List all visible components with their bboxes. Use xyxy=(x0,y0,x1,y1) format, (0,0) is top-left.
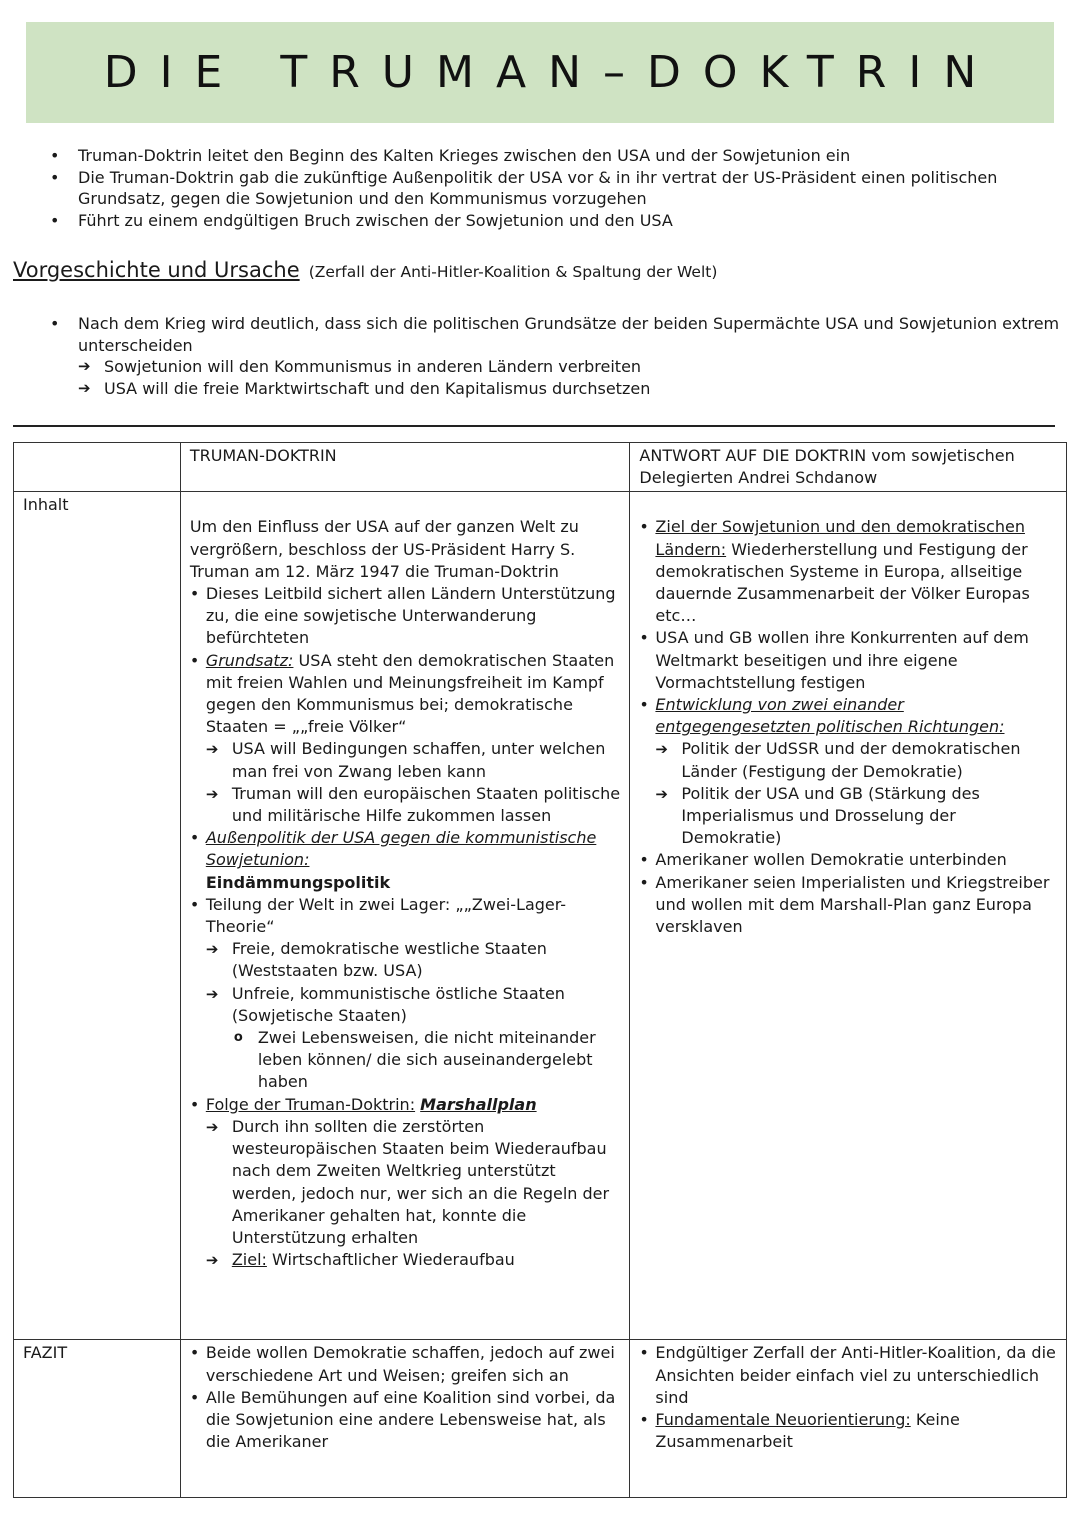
antwort-bullet: • USA und GB wollen ihre Konkurrenten auf dem Weltmarkt beseitigen und ihre eigene Vormachtstellung festigen xyxy=(639,627,1057,694)
arrow-item: ➔ Durch ihn sollten die zerstörten westeuropäischen Staaten beim Wiederaufbau nach dem Zweiten Weltkrieg unterstützt werden, jedoch nur, wer sich an die Regeln der Amerikaner gehalten hat, konnte die Unterstützung erhalten xyxy=(206,1116,621,1249)
header-antwort: ANTWORT AUF DIE DOKTRIN vom sowjetischen Delegierten Andrei Schdanow xyxy=(630,443,1067,492)
fazit-bullet: • Endgültiger Zerfall der Anti-Hitler-Koalition, da die Ansichten beider einfach viel zu unterschiedlich sind xyxy=(639,1342,1057,1409)
arrow-item: ➔ USA will die freie Marktwirtschaft und den Kapitalismus durchsetzen xyxy=(78,378,1068,400)
fazit-bullet: • Beide wollen Demokratie schaffen, jedoch auf zwei verschiedene Art und Weisen; greifen sich an xyxy=(190,1342,621,1386)
intro-list xyxy=(48,145,1068,231)
truman-sublist xyxy=(232,1027,621,1094)
truman-arrows xyxy=(206,1116,621,1271)
sub-item: o Zwei Lebensweisen, die nicht miteinander leben können/ die sich auseinandergelebt haben xyxy=(232,1027,621,1094)
table-header-row xyxy=(14,443,1067,492)
truman-arrows xyxy=(206,938,621,1093)
antwort-bullet: • Amerikaner wollen Demokratie unterbinden xyxy=(639,849,1057,871)
section-subtitle: (Zerfall der Anti-Hitler-Koalition & Spaltung der Welt) xyxy=(308,263,718,281)
intro-item: • Truman-Doktrin leitet den Beginn des Kalten Krieges zwischen den USA und der Sowjetunion ein xyxy=(48,145,1068,167)
background-list xyxy=(48,313,1068,399)
antwort-bullet: • Ziel der Sowjetunion und den demokratischen Ländern: Wiederherstellung und Festigung der demokratischen Systeme in Europa, allseitige dauernde Zusammenarbeit der Völker Europas etc… xyxy=(639,516,1057,627)
antwort-content-cell xyxy=(630,492,1067,1340)
truman-bullet: • Grundsatz: USA steht den demokratischen Staaten mit freien Wahlen und Meinungsfreiheit im Kampf gegen den Kommunismus bei; demokratische Staaten = „„freie Völker“ ➔ USA will Bedingungen schaffen, unter welchen man frei von Zwang leben kann ➔ Truman will den europäischen Staaten politische und militärische Hilfe zukommen lassen xyxy=(190,650,621,828)
antwort-bullet: • Entwicklung von zwei einander entgegengesetzten politischen Richtungen: ➔ Politik der UdSSR und der demokratischen Länder (Festigung der Demokratie) ➔ Politik der USA und GB (Stärkung des Imperialismus und Drosselung der Demokratie) xyxy=(639,694,1057,849)
arrow-item: ➔ Politik der UdSSR und der demokratischen Länder (Festigung der Demokratie) xyxy=(655,738,1057,782)
arrow-item: ➔ Truman will den europäischen Staaten politische und militärische Hilfe zukommen lassen xyxy=(206,783,621,827)
intro-item: • Die Truman-Doktrin gab die zukünftige Außenpolitik der USA vor & in ihr vertrat der US-Präsident einen politischen Grundsatz, gegen die Sowjetunion und den Kommunismus vorzugehen xyxy=(48,167,1068,210)
title-banner xyxy=(26,22,1054,123)
fazit-truman-bullets xyxy=(190,1342,621,1453)
truman-bullet: • Außenpolitik der USA gegen die kommunistische Sowjetunion: Eindämmungspolitik xyxy=(190,827,621,894)
truman-bullet: • Folge der Truman-Doktrin: Marshallplan ➔ Durch ihn sollten die zerstörten westeuropäischen Staaten beim Wiederaufbau nach dem Zweiten Weltkrieg unterstützt werden, jedoch nur, wer sich an die Regeln der Amerikaner gehalten hat, konnte die Unterstützung erhalten ➔ Ziel: Wirtschaftlicher Wiederaufbau xyxy=(190,1094,621,1272)
fazit-bullet: • Fundamentale Neuorientierung: Keine Zusammenarbeit xyxy=(639,1409,1057,1453)
table-row-inhalt xyxy=(14,492,1067,1340)
fazit-truman-cell xyxy=(180,1340,630,1498)
arrow-item: ➔ Unfreie, kommunistische östliche Staaten (Sowjetische Staaten) o Zwei Lebensweisen, die nicht miteinander leben können/ die sich auseinandergelebt haben xyxy=(206,983,621,1094)
truman-arrows xyxy=(206,738,621,827)
background-item xyxy=(48,313,1068,399)
antwort-arrows xyxy=(655,738,1057,849)
antwort-bullet: • Amerikaner seien Imperialisten und Kriegstreiber und wollen mit dem Marshall-Plan ganz Europa versklaven xyxy=(639,872,1057,939)
fazit-antwort-bullets xyxy=(639,1342,1057,1453)
comparison-table xyxy=(13,442,1067,1498)
truman-intro: Um den Einfluss der USA auf der ganzen Welt zu vergrößern, beschloss der US-Präsident Harry S. Truman am 12. März 1947 die Truman-Doktrin xyxy=(189,517,579,581)
header-empty-cell xyxy=(14,443,181,492)
horizontal-rule xyxy=(13,425,1055,427)
row-label-inhalt: Inhalt xyxy=(14,492,181,1340)
arrow-item: ➔ Sowjetunion will den Kommunismus in anderen Ländern verbreiten xyxy=(78,356,1068,378)
background-arrows xyxy=(78,356,1068,399)
fazit-bullet: • Alle Bemühungen auf eine Koalition sind vorbei, da die Sowjetunion eine andere Lebensweise hat, als die Amerikaner xyxy=(190,1387,621,1454)
table-row-fazit xyxy=(14,1340,1067,1498)
section-title: Vorgeschichte und Ursache xyxy=(13,258,300,282)
intro-item: • Führt zu einem endgültigen Bruch zwischen der Sowjetunion und den USA xyxy=(48,210,1068,232)
truman-bullet: • Dieses Leitbild sichert allen Ländern Unterstützung zu, die eine sowjetische Unterwanderung befürchteten xyxy=(190,583,621,650)
arrow-item: ➔ Politik der USA und GB (Stärkung des Imperialismus und Drosselung der Demokratie) xyxy=(655,783,1057,850)
arrow-item: ➔ Freie, demokratische westliche Staaten (Weststaaten bzw. USA) xyxy=(206,938,621,982)
truman-bullet: • Teilung der Welt in zwei Lager: „„Zwei-Lager-Theorie“ ➔ Freie, demokratische westliche Staaten (Weststaaten bzw. USA) ➔ Unfreie, kommunistische östliche Staaten (Sowjetische Staaten) o Zwei Lebensweisen, die nicht miteinander leben können/ die sich auseinandergelebt haben xyxy=(190,894,621,1094)
background-text: Nach dem Krieg wird deutlich, dass sich die politischen Grundsätze der beiden Supermächte USA und Sowjetunion extrem unterscheiden xyxy=(78,314,1060,355)
fazit-antwort-cell xyxy=(630,1340,1067,1498)
arrow-item: ➔ Ziel: Wirtschaftlicher Wiederaufbau xyxy=(206,1249,621,1271)
truman-bullets xyxy=(190,583,621,1271)
row-label-fazit: FAZIT xyxy=(14,1340,181,1498)
page-title: DIE TRUMAN–DOKTRIN xyxy=(103,47,999,98)
antwort-bullets xyxy=(639,516,1057,938)
arrow-item: ➔ USA will Bedingungen schaffen, unter welchen man frei von Zwang leben kann xyxy=(206,738,621,782)
header-truman: TRUMAN-DOKTRIN xyxy=(180,443,630,492)
section-heading xyxy=(13,258,717,282)
truman-content-cell xyxy=(180,492,630,1340)
